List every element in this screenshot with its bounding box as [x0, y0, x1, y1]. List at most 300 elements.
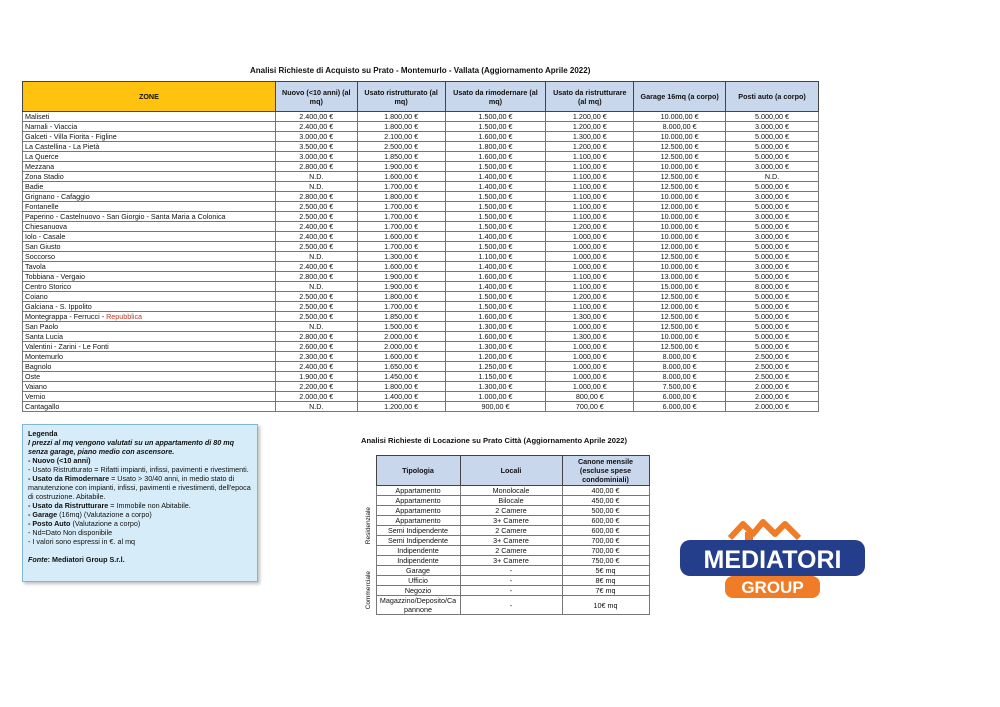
price-cell: 1.400,00 €: [445, 182, 546, 192]
price-cell: 3.000,00 €: [275, 152, 357, 162]
zone-cell: Maliseti: [23, 112, 276, 122]
logo-graphic: [675, 518, 870, 600]
legend-item-text: = Usato > 30/40 anni, in medio stato di manutenzione con impianti, infissi, pavimenti e rivestimenti, dell'epoca di costruzione. Abitabile.: [28, 474, 251, 501]
price-cell: 1.700,00 €: [357, 202, 445, 212]
price-cell: 5.000,00 €: [726, 252, 819, 262]
price-cell: 1.800,00 €: [445, 142, 546, 152]
table-row: [364, 596, 649, 615]
price-cell: 10.000,00 €: [634, 132, 726, 142]
table-row: [23, 152, 819, 162]
table-row: [364, 496, 649, 506]
canone-cell: 5€ mq: [562, 566, 649, 576]
zone-cell: Bagnolo: [23, 362, 276, 372]
price-cell: 1.700,00 €: [357, 242, 445, 252]
purchase-table: [22, 81, 819, 412]
table-row: [23, 122, 819, 132]
legend-item-term: - Nuovo (<10 anni): [28, 456, 91, 465]
rent-table-title: Analisi Richieste di Locazione su Prato Città (Aggiornamento Aprile 2022): [361, 436, 627, 445]
price-cell: 5.000,00 €: [726, 342, 819, 352]
price-cell: 1.600,00 €: [445, 312, 546, 322]
price-cell: 1.200,00 €: [546, 142, 634, 152]
zone-cell: La Querce: [23, 152, 276, 162]
price-cell: 5.000,00 €: [726, 182, 819, 192]
table-row: [23, 282, 819, 292]
rent-table: [364, 455, 650, 615]
price-cell: 1.000,00 €: [546, 382, 634, 392]
price-cell: 1.700,00 €: [357, 182, 445, 192]
zone-cell: Santa Lucia: [23, 332, 276, 342]
price-cell: 13.000,00 €: [634, 272, 726, 282]
zone-cell: Iolo - Casale: [23, 232, 276, 242]
table-row: [23, 182, 819, 192]
price-cell: 1.300,00 €: [445, 342, 546, 352]
price-cell: 2.500,00 €: [726, 352, 819, 362]
price-cell: 1.000,00 €: [546, 362, 634, 372]
zone-cell: Mezzana: [23, 162, 276, 172]
price-cell: 5.000,00 €: [726, 332, 819, 342]
zone-cell: Galceti - Villa Fiorita - Figline: [23, 132, 276, 142]
price-cell: 1.300,00 €: [546, 332, 634, 342]
purchase-table-title: Analisi Richieste di Acquisto su Prato - Montemurlo - Vallata (Aggiornamento Aprile 2022): [250, 66, 591, 75]
price-cell: N.D.: [726, 172, 819, 182]
locali-cell: -: [460, 566, 562, 576]
zone-text-highlight: Repubblica: [106, 312, 143, 321]
price-cell: 2.800,00 €: [275, 162, 357, 172]
price-cell: 8.000,00 €: [634, 352, 726, 362]
price-cell: 1.500,00 €: [445, 222, 546, 232]
price-cell: 1.500,00 €: [357, 322, 445, 332]
mediatori-group-logo: [675, 518, 870, 600]
price-cell: 8.000,00 €: [634, 122, 726, 132]
zone-cell: Narnali - Viaccia: [23, 122, 276, 132]
zone-cell: Vaiano: [23, 382, 276, 392]
locali-cell: -: [460, 596, 562, 615]
price-cell: 1.850,00 €: [357, 312, 445, 322]
legend-item: [28, 456, 252, 465]
tipologia-cell: Appartamento: [376, 506, 460, 516]
zone-cell: Badie: [23, 182, 276, 192]
price-cell: 8.000,00 €: [726, 282, 819, 292]
price-cell: 1.600,00 €: [357, 352, 445, 362]
legend-box: [22, 424, 258, 582]
price-cell: 3.000,00 €: [275, 132, 357, 142]
locali-cell: Bilocale: [460, 496, 562, 506]
price-cell: 1.000,00 €: [445, 392, 546, 402]
price-cell: 1.500,00 €: [445, 162, 546, 172]
price-cell: 1.100,00 €: [546, 282, 634, 292]
locali-cell: 3+ Camere: [460, 556, 562, 566]
canone-cell: 450,00 €: [562, 496, 649, 506]
price-cell: 2.400,00 €: [275, 222, 357, 232]
zone-cell: Coiano: [23, 292, 276, 302]
table-row: [23, 292, 819, 302]
table-row: [23, 142, 819, 152]
price-cell: 12.000,00 €: [634, 302, 726, 312]
table-row: [364, 506, 649, 516]
zone-cell: [23, 312, 276, 322]
legend-source-label: Fonte: [28, 555, 48, 564]
price-cell: 1.400,00 €: [445, 262, 546, 272]
table-row: [23, 312, 819, 322]
price-cell: 1.100,00 €: [546, 272, 634, 282]
price-cell: 5.000,00 €: [726, 302, 819, 312]
canone-cell: 10€ mq: [562, 596, 649, 615]
price-cell: 1.200,00 €: [357, 402, 445, 412]
price-cell: 3.000,00 €: [726, 162, 819, 172]
price-cell: 3.000,00 €: [726, 122, 819, 132]
price-cell: 3.000,00 €: [726, 262, 819, 272]
price-cell: 2.400,00 €: [275, 232, 357, 242]
table-row: [364, 536, 649, 546]
table-row: [23, 242, 819, 252]
legend-item-text: - Usato Ristrutturato = Rifatti impianti, infissi, pavimenti e rivestimenti.: [28, 465, 249, 474]
price-cell: 1.500,00 €: [445, 192, 546, 202]
table-row: [364, 576, 649, 586]
table-row: [364, 526, 649, 536]
price-cell: 1.300,00 €: [445, 382, 546, 392]
table-row: [364, 546, 649, 556]
price-cell: 2.500,00 €: [357, 142, 445, 152]
price-cell: 1.850,00 €: [357, 152, 445, 162]
price-cell: 1.700,00 €: [357, 212, 445, 222]
price-cell: 5.000,00 €: [726, 132, 819, 142]
price-cell: 1.000,00 €: [546, 232, 634, 242]
table-row: [23, 342, 819, 352]
table-row: [23, 392, 819, 402]
tipologia-cell: Indipendente: [376, 556, 460, 566]
price-cell: 5.000,00 €: [726, 202, 819, 212]
price-cell: 2.500,00 €: [275, 312, 357, 322]
legend-item: [28, 519, 252, 528]
price-cell: 1.600,00 €: [357, 232, 445, 242]
price-cell: 1.900,00 €: [357, 162, 445, 172]
canone-cell: 700,00 €: [562, 536, 649, 546]
locali-cell: Monolocale: [460, 486, 562, 496]
table-row: [23, 352, 819, 362]
zone-cell: Centro Storico: [23, 282, 276, 292]
price-cell: 1.400,00 €: [357, 392, 445, 402]
canone-cell: 600,00 €: [562, 516, 649, 526]
price-cell: 1.300,00 €: [546, 132, 634, 142]
price-cell: N.D.: [275, 172, 357, 182]
price-cell: 1.500,00 €: [445, 122, 546, 132]
canone-cell: 600,00 €: [562, 526, 649, 536]
legend-item-text: - I valori sono espressi in €. al mq: [28, 537, 136, 546]
tipologia-cell: Garage: [376, 566, 460, 576]
tipologia-cell: Ufficio: [376, 576, 460, 586]
table-row: [364, 486, 649, 496]
locali-cell: 3+ Camere: [460, 516, 562, 526]
price-cell: 12.500,00 €: [634, 172, 726, 182]
locali-cell: 2 Camere: [460, 506, 562, 516]
price-cell: 2.100,00 €: [357, 132, 445, 142]
canone-cell: 8€ mq: [562, 576, 649, 586]
price-cell: 7.500,00 €: [634, 382, 726, 392]
price-cell: 1.900,00 €: [275, 372, 357, 382]
price-cell: 10.000,00 €: [634, 222, 726, 232]
price-cell: 5.000,00 €: [726, 242, 819, 252]
price-cell: 12.500,00 €: [634, 142, 726, 152]
price-cell: 2.500,00 €: [275, 302, 357, 312]
price-cell: 1.900,00 €: [357, 272, 445, 282]
price-cell: 2.300,00 €: [275, 352, 357, 362]
canone-cell: 400,00 €: [562, 486, 649, 496]
price-cell: 2.800,00 €: [275, 192, 357, 202]
price-cell: 700,00 €: [546, 402, 634, 412]
price-cell: 10.000,00 €: [634, 162, 726, 172]
price-cell: 1.100,00 €: [546, 152, 634, 162]
zone-cell: La Castellina - La Pietà: [23, 142, 276, 152]
legend-item-text: (Valutazione a corpo): [70, 519, 141, 528]
header-usato-ristrutturare: Usato da ristrutturare (al mq): [546, 82, 634, 112]
price-cell: 1.250,00 €: [445, 362, 546, 372]
header-usato-ristrutturato: Usato ristrutturato (al mq): [357, 82, 445, 112]
zone-cell: Oste: [23, 372, 276, 382]
price-cell: 2.000,00 €: [357, 332, 445, 342]
zone-cell: Zona Stadio: [23, 172, 276, 182]
price-cell: 1.200,00 €: [445, 352, 546, 362]
table-row: [23, 112, 819, 122]
price-cell: 5.000,00 €: [726, 142, 819, 152]
price-cell: 1.150,00 €: [445, 372, 546, 382]
table-row: [23, 332, 819, 342]
price-cell: 1.000,00 €: [546, 242, 634, 252]
canone-cell: 750,00 €: [562, 556, 649, 566]
price-cell: 3.000,00 €: [726, 232, 819, 242]
price-cell: 2.500,00 €: [726, 362, 819, 372]
zone-cell: Fontanelle: [23, 202, 276, 212]
price-cell: 15.000,00 €: [634, 282, 726, 292]
price-cell: 12.500,00 €: [634, 312, 726, 322]
price-cell: 1.800,00 €: [357, 192, 445, 202]
price-cell: 12.500,00 €: [634, 292, 726, 302]
legend-title: Legenda: [28, 429, 58, 438]
locali-cell: -: [460, 576, 562, 586]
header-canone: Canone mensile (escluse spese condominiali): [562, 456, 649, 486]
price-cell: 5.000,00 €: [726, 152, 819, 162]
table-row: [23, 192, 819, 202]
price-cell: 2.400,00 €: [275, 362, 357, 372]
price-cell: N.D.: [275, 322, 357, 332]
price-cell: 1.500,00 €: [445, 212, 546, 222]
locali-cell: 3+ Camere: [460, 536, 562, 546]
header-locali: Locali: [460, 456, 562, 486]
zone-cell: Soccorso: [23, 252, 276, 262]
table-row: [23, 232, 819, 242]
price-cell: 12.500,00 €: [634, 252, 726, 262]
legend-item-term: - Usato da Ristrutturare: [28, 501, 109, 510]
legend-item: [28, 537, 252, 546]
price-cell: 2.800,00 €: [275, 272, 357, 282]
price-cell: 900,00 €: [445, 402, 546, 412]
price-cell: 12.500,00 €: [634, 322, 726, 332]
price-cell: 5.000,00 €: [726, 312, 819, 322]
price-cell: 1.000,00 €: [546, 322, 634, 332]
zone-cell: Tavola: [23, 262, 276, 272]
rent-table-header: [364, 456, 649, 486]
price-cell: 3.500,00 €: [275, 142, 357, 152]
header-posti-auto: Posti auto (a corpo): [726, 82, 819, 112]
zone-cell: Cantagallo: [23, 402, 276, 412]
price-cell: 1.100,00 €: [546, 202, 634, 212]
table-row: [23, 222, 819, 232]
zone-cell: Tobbiana - Vergaio: [23, 272, 276, 282]
price-cell: 1.100,00 €: [546, 192, 634, 202]
legend-item-term: - Posto Auto: [28, 519, 71, 528]
legend-source-text: : Mediatori Group S.r.l.: [47, 555, 125, 564]
canone-cell: 500,00 €: [562, 506, 649, 516]
table-row: [23, 402, 819, 412]
price-cell: 2.500,00 €: [726, 372, 819, 382]
header-tipologia: Tipologia: [376, 456, 460, 486]
zone-cell: Grignano - Cafaggio: [23, 192, 276, 202]
price-cell: N.D.: [275, 252, 357, 262]
legend-item-term: - Garage: [28, 510, 58, 519]
price-cell: 1.600,00 €: [445, 272, 546, 282]
rent-table-body: [364, 486, 649, 615]
tipologia-cell: Semi Indipendente: [376, 526, 460, 536]
price-cell: 10.000,00 €: [634, 232, 726, 242]
price-cell: 1.500,00 €: [445, 302, 546, 312]
header-usato-rimodernare: Usato da rimodernare (al mq): [445, 82, 546, 112]
table-row: [364, 566, 649, 576]
table-row: [23, 202, 819, 212]
zone-text: Montegrappa - Ferrucci -: [25, 312, 107, 321]
price-cell: 1.600,00 €: [357, 262, 445, 272]
price-cell: 12.000,00 €: [634, 202, 726, 212]
table-row: [23, 262, 819, 272]
price-cell: 2.000,00 €: [726, 382, 819, 392]
group-label: Commerciale: [365, 570, 372, 610]
price-cell: 12.500,00 €: [634, 342, 726, 352]
price-cell: 2.500,00 €: [275, 202, 357, 212]
price-cell: 10.000,00 €: [634, 112, 726, 122]
logo-text-mediatori: MEDIATORI: [703, 546, 842, 574]
legend-item-term: - Usato da Rimodernare: [28, 474, 110, 483]
price-cell: 2.800,00 €: [275, 332, 357, 342]
table-row: [23, 372, 819, 382]
group-label: Residenziale: [365, 506, 372, 545]
tipologia-cell: Semi Indipendente: [376, 536, 460, 546]
price-cell: 1.700,00 €: [357, 222, 445, 232]
price-cell: 5.000,00 €: [726, 222, 819, 232]
zone-cell: Valentini - Zarini - Le Fonti: [23, 342, 276, 352]
locali-cell: 2 Camere: [460, 546, 562, 556]
header-zone: ZONE: [23, 82, 276, 112]
price-cell: 1.500,00 €: [445, 242, 546, 252]
price-cell: 1.800,00 €: [357, 112, 445, 122]
legend-item-text: = Immobile non Abitabile.: [108, 501, 191, 510]
price-cell: 8.000,00 €: [634, 362, 726, 372]
price-cell: 6.000,00 €: [634, 392, 726, 402]
price-cell: 1.200,00 €: [546, 112, 634, 122]
price-cell: 6.000,00 €: [634, 402, 726, 412]
price-cell: 10.000,00 €: [634, 332, 726, 342]
legend-item: [28, 465, 252, 474]
price-cell: 1.100,00 €: [546, 172, 634, 182]
price-cell: 10.000,00 €: [634, 212, 726, 222]
purchase-table-header: [23, 82, 819, 112]
tipologia-cell: Appartamento: [376, 516, 460, 526]
price-cell: N.D.: [275, 282, 357, 292]
price-cell: 1.400,00 €: [445, 172, 546, 182]
tipologia-cell: Negozio: [376, 586, 460, 596]
zone-cell: Chiesanuova: [23, 222, 276, 232]
price-cell: 2.400,00 €: [275, 262, 357, 272]
price-cell: 1.200,00 €: [546, 122, 634, 132]
canone-cell: 7€ mq: [562, 586, 649, 596]
table-row: [23, 162, 819, 172]
table-row: [23, 212, 819, 222]
price-cell: 1.000,00 €: [546, 352, 634, 362]
price-cell: 2.500,00 €: [275, 242, 357, 252]
price-cell: 12.500,00 €: [634, 152, 726, 162]
price-cell: 1.100,00 €: [546, 182, 634, 192]
price-cell: 5.000,00 €: [726, 272, 819, 282]
price-cell: 2.400,00 €: [275, 112, 357, 122]
price-cell: 1.400,00 €: [445, 232, 546, 242]
legend-item: [28, 528, 252, 537]
legend-item-text: (16mq) (Valutazione a corpo): [57, 510, 152, 519]
locali-cell: 2 Camere: [460, 526, 562, 536]
price-cell: 2.000,00 €: [726, 402, 819, 412]
logo-text-group: GROUP: [741, 578, 804, 597]
price-cell: 1.100,00 €: [546, 212, 634, 222]
zone-cell: Galciana - S. Ippolito: [23, 302, 276, 312]
purchase-table-body: [23, 112, 819, 412]
price-cell: 1.500,00 €: [445, 292, 546, 302]
price-cell: 1.200,00 €: [546, 222, 634, 232]
price-cell: 1.700,00 €: [357, 302, 445, 312]
price-cell: 12.500,00 €: [634, 182, 726, 192]
price-cell: 1.800,00 €: [357, 382, 445, 392]
zone-cell: Montemurlo: [23, 352, 276, 362]
price-cell: 12.000,00 €: [634, 242, 726, 252]
tipologia-cell: Appartamento: [376, 486, 460, 496]
table-row: [364, 586, 649, 596]
header-nuovo: Nuovo (<10 anni) (al mq): [275, 82, 357, 112]
price-cell: 1.600,00 €: [357, 172, 445, 182]
price-cell: 800,00 €: [546, 392, 634, 402]
table-row: [23, 252, 819, 262]
price-cell: 2.500,00 €: [275, 212, 357, 222]
price-cell: 1.900,00 €: [357, 282, 445, 292]
legend-item: [28, 501, 252, 510]
price-cell: 8.000,00 €: [634, 372, 726, 382]
price-cell: 2.000,00 €: [357, 342, 445, 352]
legend-item: [28, 510, 252, 519]
table-row: [23, 302, 819, 312]
table-row: [23, 132, 819, 142]
price-cell: 3.000,00 €: [726, 212, 819, 222]
price-cell: 1.100,00 €: [546, 302, 634, 312]
zone-cell: San Giusto: [23, 242, 276, 252]
price-cell: 2.500,00 €: [275, 292, 357, 302]
price-cell: 1.600,00 €: [445, 152, 546, 162]
price-cell: 1.000,00 €: [546, 252, 634, 262]
legend-items: [28, 456, 252, 546]
price-cell: 5.000,00 €: [726, 112, 819, 122]
price-cell: 1.100,00 €: [546, 162, 634, 172]
price-cell: 2.000,00 €: [275, 392, 357, 402]
legend-item: [28, 474, 252, 501]
table-row: [23, 362, 819, 372]
price-cell: 1.650,00 €: [357, 362, 445, 372]
price-cell: 2.200,00 €: [275, 382, 357, 392]
legend-item-text: - Nd=Dato Non disponibile: [28, 528, 113, 537]
zone-cell: Vernio: [23, 392, 276, 402]
price-cell: 3.000,00 €: [726, 192, 819, 202]
